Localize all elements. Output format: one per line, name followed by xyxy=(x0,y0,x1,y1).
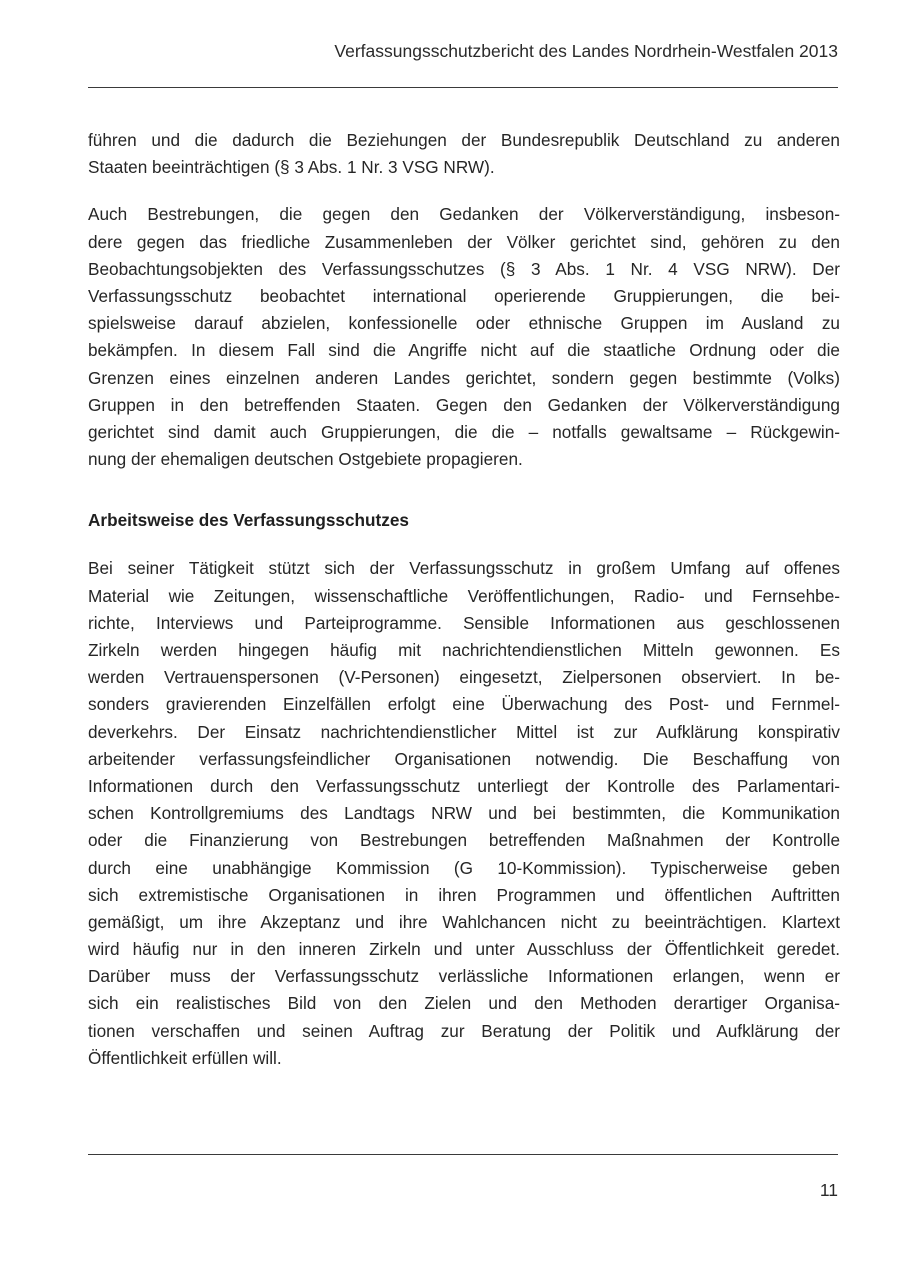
footer-divider xyxy=(88,1154,838,1155)
paragraph-3-line: tionen verschaffen und seinen Auftrag zur Beratung der Politik und Aufklärung der xyxy=(88,1020,840,1041)
paragraph-3-line: Öffentlichkeit erfüllen will. xyxy=(88,1047,282,1068)
paragraph-2-line: Beobachtungsobjekten des Verfassungsschutzes (§ 3 Abs. 1 Nr. 4 VSG NRW). Der xyxy=(88,258,840,279)
paragraph-3-line: Bei seiner Tätigkeit stützt sich der Verfassungsschutz in großem Umfang auf offenes xyxy=(88,558,840,579)
section-spacer xyxy=(88,473,840,507)
paragraph-2-line: spielsweise darauf abzielen, konfessionelle oder ethnische Gruppen im Ausland zu xyxy=(88,313,840,334)
paragraph-3-line: sich ein realistisches Bild von den Zielen und den Methoden derartiger Organisa- xyxy=(88,993,840,1014)
paragraph-3-line: Zirkeln werden hingegen häufig mit nachrichtendienstlichen Mitteln gewonnen. Es xyxy=(88,640,840,660)
paragraph-3-line: richte, Interviews und Parteiprogramme. Sensible Informationen aus geschlossenen xyxy=(88,612,840,633)
paragraph-3-line: deverkehrs. Der Einsatz nachrichtendienstlicher Mittel ist zur Aufklärung konspirativ xyxy=(88,721,840,742)
paragraph-3-line: wird häufig nur in den inneren Zirkeln und unter Ausschluss der Öffentlichkeit geredet. xyxy=(88,939,840,960)
paragraph-3-line: durch eine unabhängige Kommission (G 10-Kommission). Typischerweise geben xyxy=(88,857,840,878)
paragraph-2-line: Auch Bestrebungen, die gegen den Gedanken der Völkerverständigung, insbeson- xyxy=(88,204,840,225)
paragraph-3-line: sonders gravierenden Einzelfällen erfolgt eine Überwachung des Post- und Fernmel- xyxy=(88,694,840,715)
paragraph-2-line: Verfassungsschutz beobachtet international operierende Gruppierungen, die bei- xyxy=(88,285,840,306)
running-header-title: Verfassungsschutzbericht des Landes Nordrhein-Westfalen 2013 xyxy=(334,41,838,61)
paragraph-spacer xyxy=(88,181,840,201)
heading-spacer xyxy=(88,534,840,555)
header-divider xyxy=(88,87,838,88)
page-body xyxy=(88,127,840,1072)
paragraph-3-line: oder die Finanzierung von Bestrebungen betreffenden Maßnahmen der Kontrolle xyxy=(88,830,840,851)
paragraph-2-line: gerichtet sind damit auch Gruppierungen, die die – notfalls gewaltsame – Rückgewin- xyxy=(88,421,840,442)
paragraph-2 xyxy=(88,201,840,473)
page-number: 11 xyxy=(819,1180,838,1200)
paragraph-1 xyxy=(88,127,840,181)
paragraph-2-line: Gruppen in den betreffenden Staaten. Gegen den Gedanken der Völkerverständigung xyxy=(88,394,840,415)
paragraph-1-line: führen und die dadurch die Beziehungen der Bundesrepublik Deutschland zu anderen xyxy=(88,130,840,150)
section-heading: Arbeitsweise des Verfassungsschutzes xyxy=(88,510,409,531)
paragraph-3 xyxy=(88,555,840,1072)
paragraph-2-line: nung der ehemaligen deutschen Ostgebiete propagieren. xyxy=(88,449,523,470)
paragraph-3-line: Darüber muss der Verfassungsschutz verlässliche Informationen erlangen, wenn er xyxy=(88,966,840,987)
paragraph-3-line: schen Kontrollgremiums des Landtags NRW und bei bestimmten, die Kommunikation xyxy=(88,803,840,824)
paragraph-2-line: bekämpfen. In diesem Fall sind die Angriffe nicht auf die staatliche Ordnung oder die xyxy=(88,340,840,361)
paragraph-3-line: arbeitender verfassungsfeindlicher Organisationen notwendig. Die Beschaffung von xyxy=(88,748,840,769)
paragraph-3-line: Informationen durch den Verfassungsschutz unterliegt der Kontrolle des Parlamentari- xyxy=(88,775,840,796)
paragraph-2-line: Grenzen eines einzelnen anderen Landes gerichtet, sondern gegen bestimmte (Volks) xyxy=(88,367,840,388)
paragraph-3-line: Material wie Zeitungen, wissenschaftliche Veröffentlichungen, Radio- und Fernsehbe- xyxy=(88,585,840,606)
paragraph-3-line: werden Vertrauenspersonen (V-Personen) eingesetzt, Zielpersonen observiert. In be- xyxy=(88,667,840,688)
paragraph-2-line: dere gegen das friedliche Zusammenleben der Völker gerichtet sind, gehören zu den xyxy=(88,231,840,252)
paragraph-1-line: Staaten beeinträchtigen (§ 3 Abs. 1 Nr. 3 VSG NRW). xyxy=(88,157,495,178)
paragraph-3-line: gemäßigt, um ihre Akzeptanz und ihre Wahlchancen nicht zu beeinträchtigen. Klartext xyxy=(88,911,840,932)
paragraph-3-line: sich extremistische Organisationen in ihren Programmen und öffentlichen Auftritten xyxy=(88,884,840,905)
